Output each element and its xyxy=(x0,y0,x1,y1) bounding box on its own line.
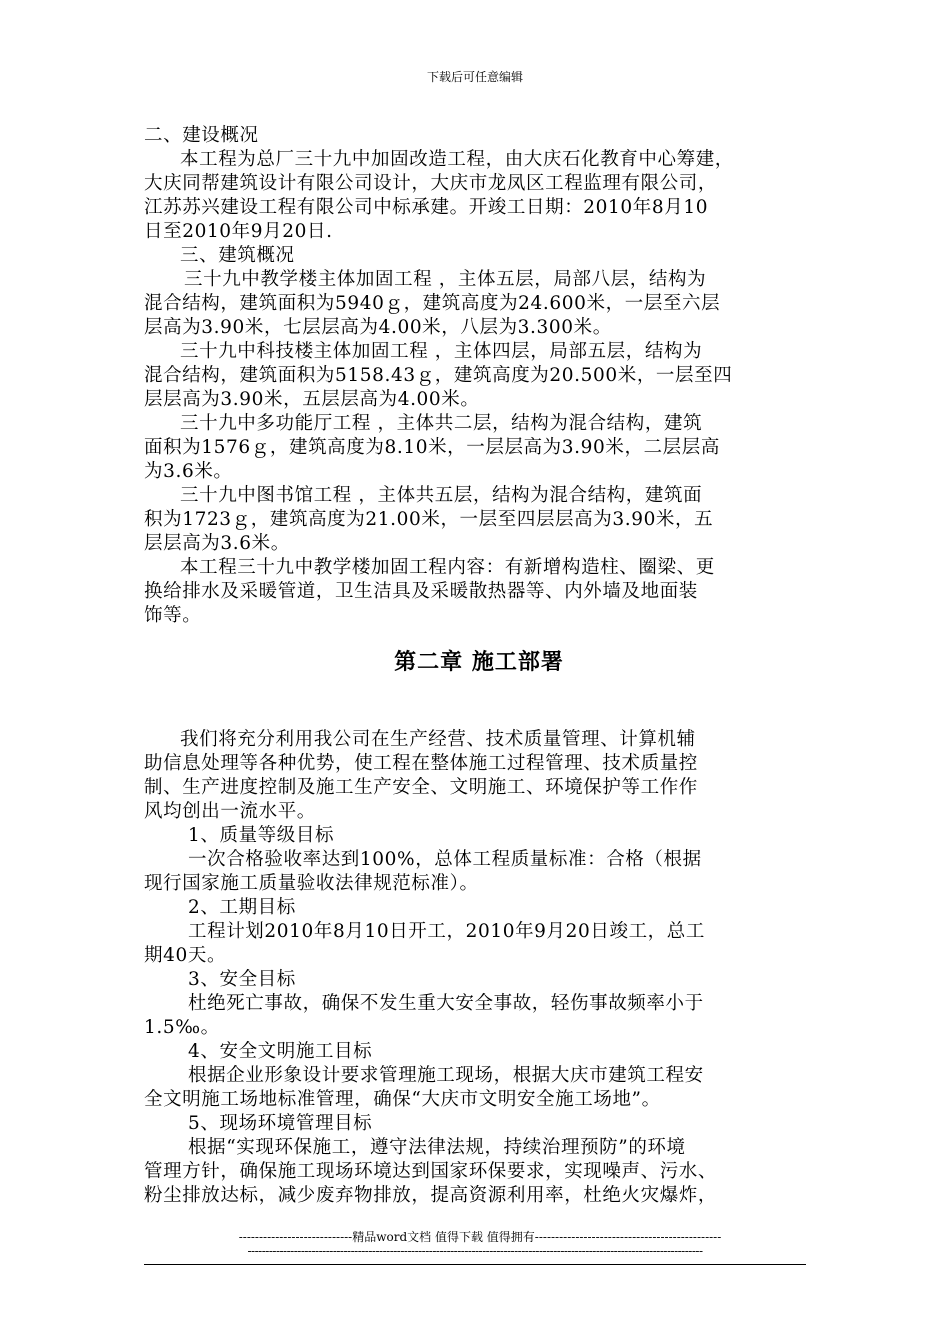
text-line: 日至2010年9月20日. xyxy=(144,221,333,242)
text-line: 风均创出一流水平。 xyxy=(144,801,316,822)
text-line: 三、建筑概况 xyxy=(180,245,295,266)
text-line: 江苏苏兴建设工程有限公司中标承建。开竣工日期：2010年8月10 xyxy=(144,197,709,218)
text-line: 3、安全目标 xyxy=(188,969,296,990)
text-line: 粉尘排放达标，减少废弃物排放，提高资源利用率，杜绝火灾爆炸， xyxy=(144,1185,718,1206)
text-line: 三十九中教学楼主体加固工程 ，主体五层，局部八层，结构为 xyxy=(184,269,707,290)
text-line: 根据“实现环保施工，遵守法律法规，持续治理预防”的环境 xyxy=(188,1137,686,1158)
text-line: 根据企业形象设计要求管理施工现场，根据大庆市建筑工程安 xyxy=(188,1065,704,1086)
text-line: 期40天。 xyxy=(144,945,227,966)
chapter-title: 第二章 施工部署 xyxy=(394,649,564,675)
text-line: 工程计划2010年8月10日开工，2010年9月20日竣工，总工 xyxy=(188,921,705,942)
text-line: 面积为1576ｇ，建筑高度为8.10米，一层层高为3.90米，二层层高 xyxy=(144,437,720,458)
footer-divider xyxy=(144,1264,806,1265)
text-line: 层层高为3.90米，五层层高为4.00米。 xyxy=(144,389,480,410)
text-line: 我们将充分利用我公司在生产经营、技术质量管理、计算机辅 xyxy=(180,729,696,750)
text-line: 混合结构，建筑面积为5940ｇ，建筑高度为24.600米，一层至六层 xyxy=(144,293,721,314)
text-line: 现行国家施工质量验收法律规范标准）。 xyxy=(144,873,479,894)
text-line: 管理方针，确保施工现场环境达到国家环保要求，实现噪声、污水、 xyxy=(144,1161,718,1182)
text-line: 1.5‰。 xyxy=(144,1017,220,1038)
section-building-overview xyxy=(144,124,814,628)
text-line: 杜绝死亡事故，确保不发生重大安全事故，轻伤事故频率小于 xyxy=(188,993,704,1014)
text-line: 换给排水及采暖管道，卫生洁具及采暖散热器等、内外墙及地面装 xyxy=(144,581,698,602)
section-construction-deployment xyxy=(144,728,814,1208)
text-line: 2、工期目标 xyxy=(188,897,296,918)
text-line: 为3.6米。 xyxy=(144,461,233,482)
page-header: 下载后可任意编辑 xyxy=(426,70,523,84)
text-line: 三十九中多功能厅工程 ，主体共二层，结构为混合结构，建筑 xyxy=(180,413,703,434)
text-line: 层高为3.90米，七层层高为4.00米，八层为3.300米。 xyxy=(144,317,612,338)
text-line: 饰等。 xyxy=(144,605,202,626)
text-line: 本工程三十九中教学楼加固工程内容：有新增构造柱、圈梁、更 xyxy=(180,557,715,578)
document-body xyxy=(144,124,814,1208)
text-line: 5、现场环境管理目标 xyxy=(188,1113,373,1134)
text-line: 三十九中科技楼主体加固工程 ，主体四层，局部五层，结构为 xyxy=(180,341,703,362)
text-line: 大庆同帮建筑设计有限公司设计，大庆市龙凤区工程监理有限公司， xyxy=(144,173,718,194)
text-line: 积为1723ｇ，建筑高度为21.00米，一层至四层层高为3.90米，五 xyxy=(144,509,714,530)
text-line: 层层高为3.6米。 xyxy=(144,533,290,554)
text-line: 助信息处理等各种优势，使工程在整体施工过程管理、技术质量控 xyxy=(144,753,698,774)
text-line: 4、安全文明施工目标 xyxy=(188,1041,373,1062)
text-line: 本工程为总厂三十九中加固改造工程，由大庆石化教育中心筹建， xyxy=(180,149,734,170)
text-line: 混合结构，建筑面积为5158.43ｇ，建筑高度为20.500米，一层至四 xyxy=(144,365,733,386)
text-line: 三十九中图书馆工程 ，主体共五层，结构为混合结构，建筑面 xyxy=(180,485,703,506)
text-line: 二、建设概况 xyxy=(144,125,259,146)
text-line: 一次合格验收率达到100%，总体工程质量标准：合格（根据 xyxy=(188,849,702,870)
text-line: 制、生产进度控制及施工生产安全、文明施工、环境保护等工作作 xyxy=(144,777,698,798)
text-line: 全文明施工场地标准管理，确保“大庆市文明安全施工场地”。 xyxy=(144,1089,661,1110)
footer-banner: ----------------------------精品word文档 值得下载 值得拥有---------------------------------------------- xyxy=(238,1230,722,1244)
footer-dashes: -------------------------------------------------------------------------------------------------------------------------------- xyxy=(247,1244,703,1258)
text-line: 1、质量等级目标 xyxy=(188,825,335,846)
